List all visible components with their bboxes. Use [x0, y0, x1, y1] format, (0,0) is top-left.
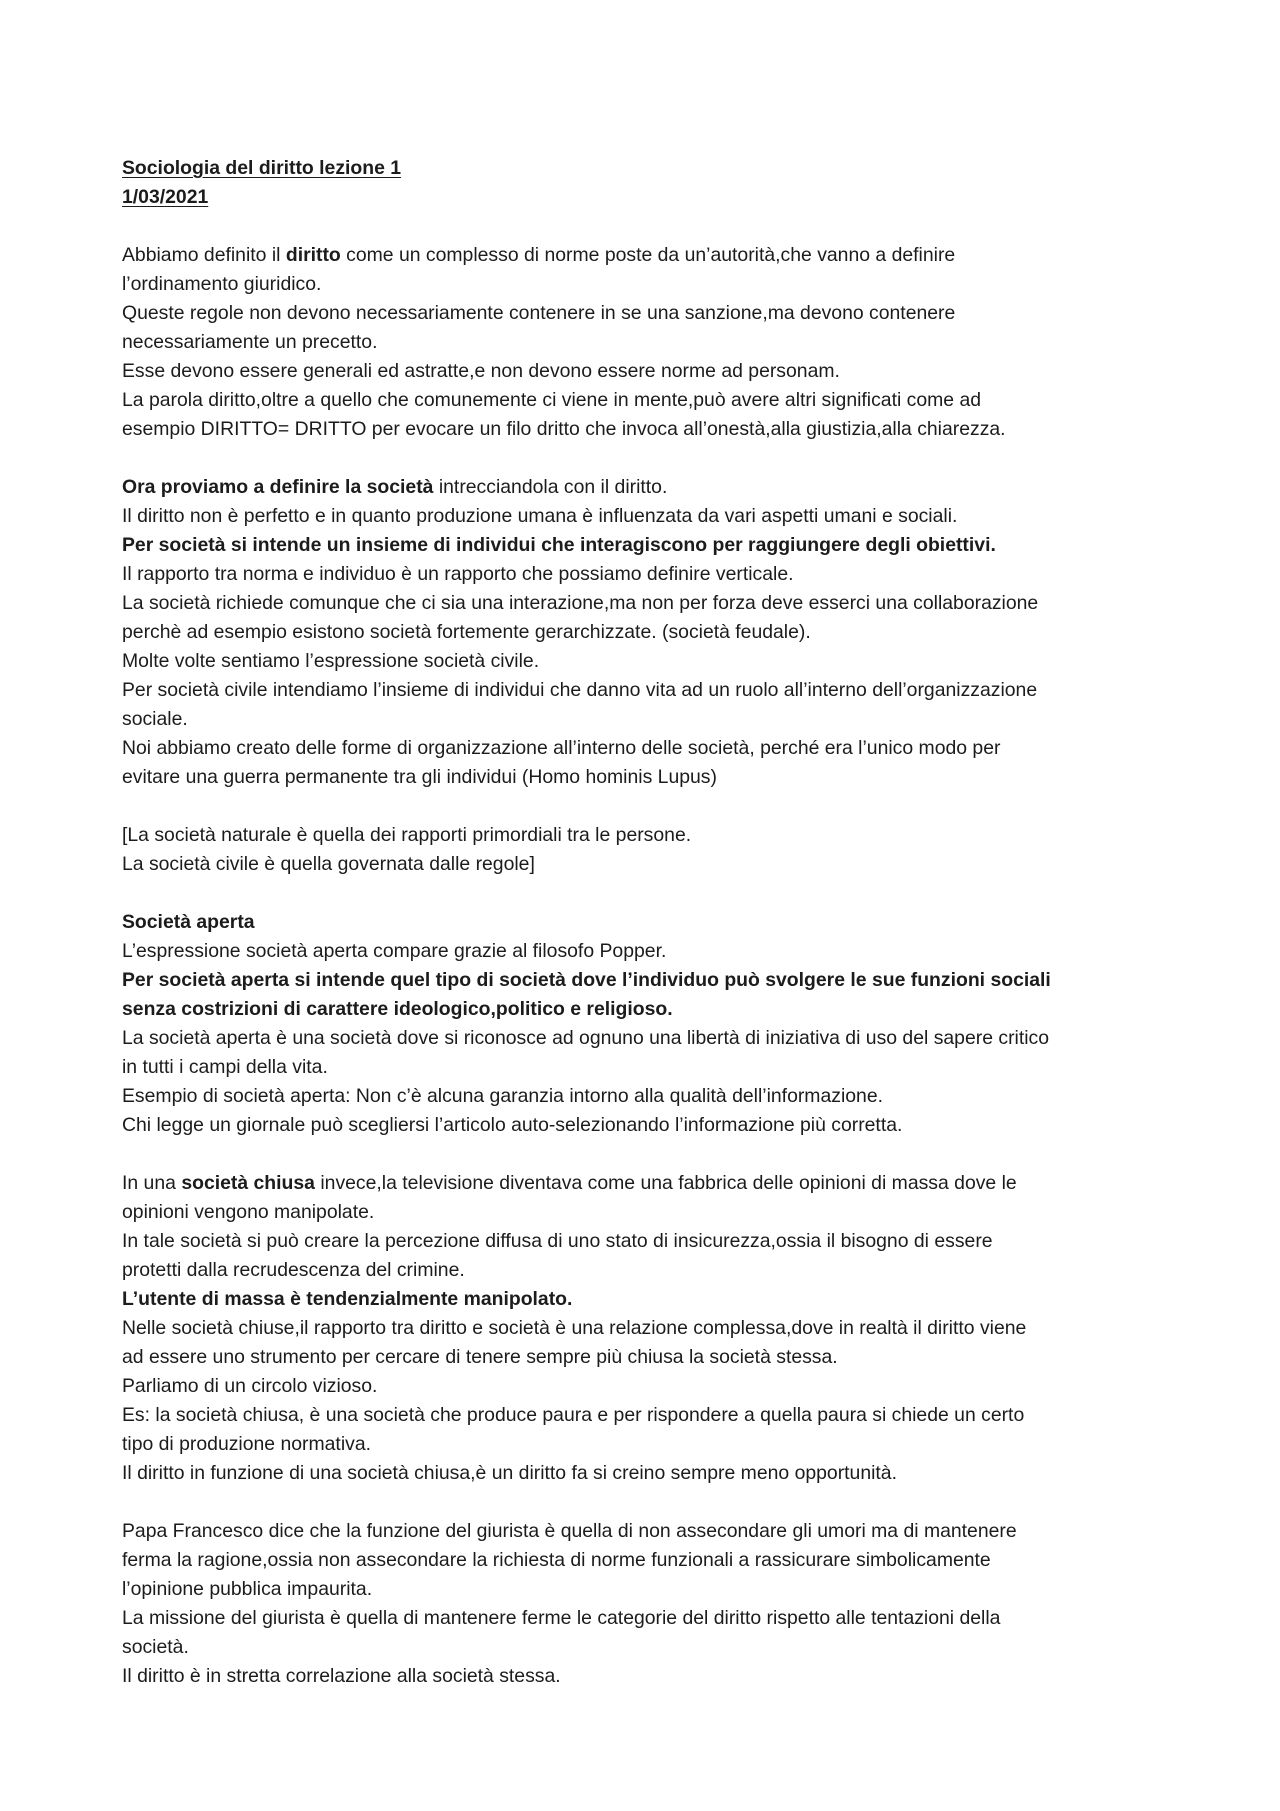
text-line: La parola diritto,oltre a quello che comunemente ci viene in mente,può avere altri significati come ad: [122, 389, 982, 411]
text-line: Esempio di società aperta: Non c’è alcuna garanzia intorno alla qualità dell’informazione.: [122, 1085, 883, 1107]
text-line: Per società civile intendiamo l’insieme di individui che danno vita ad un ruolo all’interno dell’organizzazione: [122, 679, 1038, 701]
text-line: Queste regole non devono necessariamente contenere in se una sanzione,ma devono contenere: [122, 302, 956, 324]
text-line: protetti dalla recrudescenza del crimine.: [122, 1259, 465, 1281]
text-line: In tale società si può creare la percezione diffusa di uno stato di insicurezza,ossia il bisogno di essere: [122, 1230, 993, 1252]
text-line: L’espressione società aperta compare grazie al filosofo Popper.: [122, 940, 667, 962]
text-line: La società civile è quella governata dalle regole]: [122, 853, 535, 875]
text-line: La società richiede comunque che ci sia una interazione,ma non per forza deve esserci una collaborazione: [122, 592, 1039, 614]
text-line: Nelle società chiuse,il rapporto tra diritto e società è una relazione complessa,dove in realtà il diritto viene: [122, 1317, 1027, 1339]
text-line: La missione del giurista è quella di mantenere ferme le categorie del diritto rispetto alle tentazioni della: [122, 1607, 1001, 1629]
spacer: [122, 1488, 1182, 1517]
text-line: [La società naturale è quella dei rapporti primordiali tra le persone.: [122, 824, 692, 846]
text-line: società.: [122, 1636, 189, 1658]
text-line: tipo di produzione normativa.: [122, 1433, 371, 1455]
text-line: Il diritto è in stretta correlazione alla società stessa.: [122, 1665, 561, 1687]
text-line: l’opinione pubblica impaurita.: [122, 1578, 373, 1600]
definition-line: senza costrizioni di carattere ideologico,politico e religioso.: [122, 998, 673, 1020]
text-line: opinioni vengono manipolate.: [122, 1201, 375, 1223]
text-line: l’ordinamento giuridico.: [122, 273, 322, 295]
spacer: [122, 444, 1182, 473]
text-line: ad essere uno strumento per cercare di tenere sempre più chiusa la società stessa.: [122, 1346, 838, 1368]
text-line: Il diritto in funzione di una società chiusa,è un diritto fa si creino sempre meno opportunità.: [122, 1462, 897, 1484]
text-line: Es: la società chiusa, è una società che produce paura e per rispondere a quella paura si chiede un certo: [122, 1404, 1025, 1426]
text-line: Esse devono essere generali ed astratte,e non devono essere norme ad personam.: [122, 360, 840, 382]
spacer: [122, 792, 1182, 821]
definition-line: Per società aperta si intende quel tipo di società dove l’individuo può svolgere le sue funzioni sociali: [122, 969, 1051, 991]
text-line: In una società chiusa invece,la televisione diventava come una fabbrica delle opinioni di massa dove le: [122, 1172, 1017, 1194]
text-line: Ora proviamo a definire la società intrecciandola con il diritto.: [122, 476, 668, 498]
document-date: 1/03/2021: [122, 186, 209, 208]
text-line: in tutti i campi della vita.: [122, 1056, 328, 1078]
document-page: [122, 154, 1182, 1691]
text-line: sociale.: [122, 708, 188, 730]
text-line: esempio DIRITTO= DRITTO per evocare un filo dritto che invoca all’onestà,alla giustizia,alla chiarezza.: [122, 418, 1006, 440]
spacer: [122, 212, 1182, 241]
spacer: [122, 1140, 1182, 1169]
definition-line: Per società si intende un insieme di individui che interagiscono per raggiungere degli obiettivi.: [122, 534, 996, 556]
definition-line: L’utente di massa è tendenzialmente manipolato.: [122, 1288, 573, 1310]
text-line: evitare una guerra permanente tra gli individui (Homo hominis Lupus): [122, 766, 717, 788]
spacer: [122, 879, 1182, 908]
text-line: perchè ad esempio esistono società fortemente gerarchizzate. (società feudale).: [122, 621, 811, 643]
document-title: Sociologia del diritto lezione 1: [122, 157, 402, 179]
section-heading: Società aperta: [122, 911, 255, 933]
text-line: necessariamente un precetto.: [122, 331, 378, 353]
text-line: ferma la ragione,ossia non assecondare la richiesta di norme funzionali a rassicurare simbolicamente: [122, 1549, 991, 1571]
text-line: Noi abbiamo creato delle forme di organizzazione all’interno delle società, perché era l’unico modo per: [122, 737, 1001, 759]
text-line: Parliamo di un circolo vizioso.: [122, 1375, 378, 1397]
text-line: Papa Francesco dice che la funzione del giurista è quella di non assecondare gli umori ma di mantenere: [122, 1520, 1017, 1542]
text-line: Abbiamo definito il diritto come un complesso di norme poste da un’autorità,che vanno a definire: [122, 244, 956, 266]
text-line: Il diritto non è perfetto e in quanto produzione umana è influenzata da vari aspetti umani e sociali.: [122, 505, 958, 527]
text-line: La società aperta è una società dove si riconosce ad ognuno una libertà di iniziativa di uso del sapere critico: [122, 1027, 1050, 1049]
text-line: Chi legge un giornale può scegliersi l’articolo auto-selezionando l’informazione più corretta.: [122, 1114, 903, 1136]
text-line: Molte volte sentiamo l’espressione società civile.: [122, 650, 540, 672]
text-line: Il rapporto tra norma e individuo è un rapporto che possiamo definire verticale.: [122, 563, 794, 585]
